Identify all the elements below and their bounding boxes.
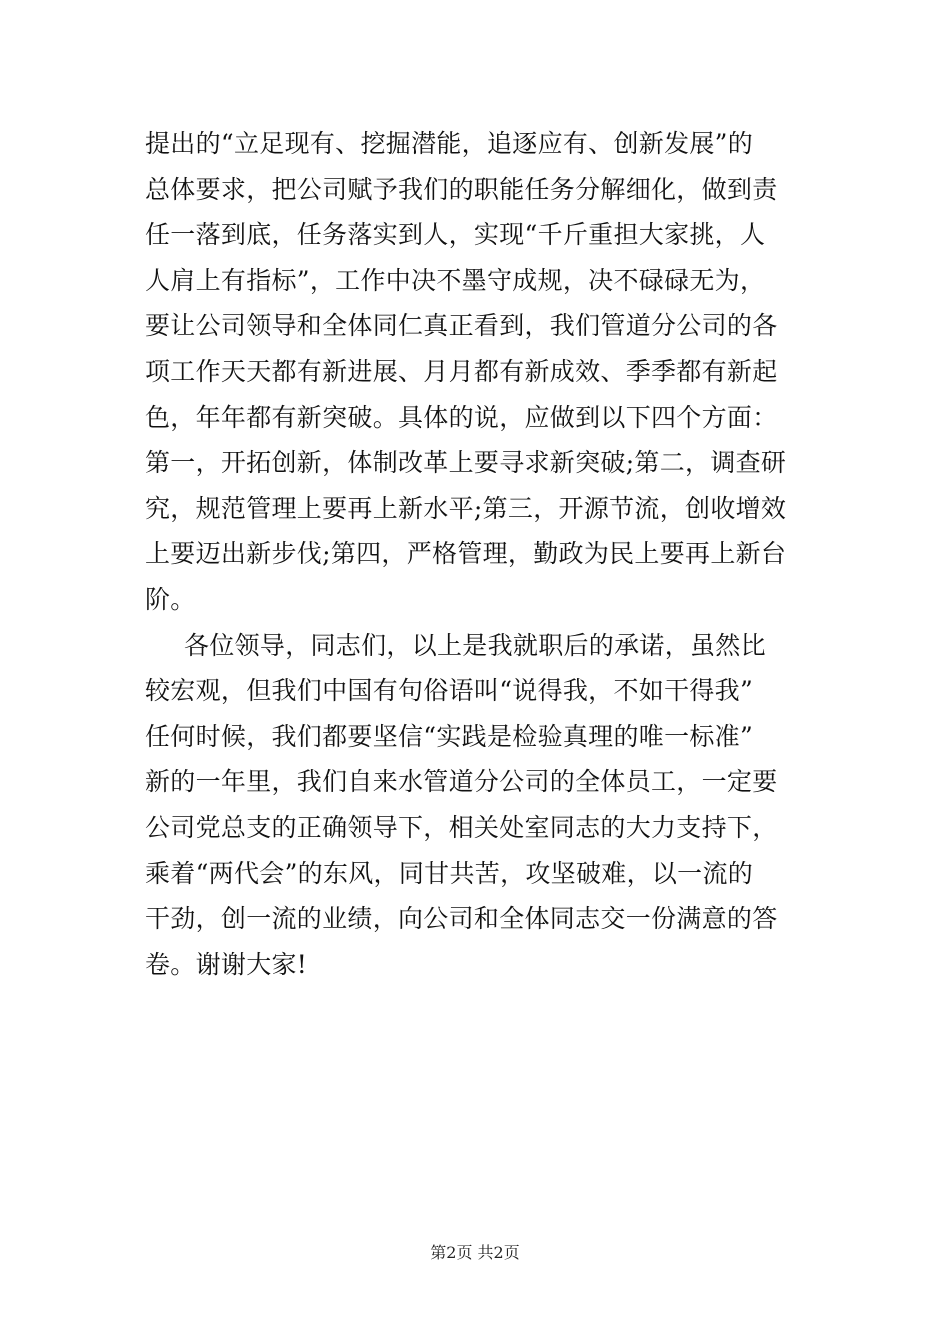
text-line: 干劲，创一流的业绩，向公司和全体同志交一份满意的答 (145, 904, 778, 934)
text-line: 究，规范管理上要再上新水平;第三，开源节流，创收增效 (145, 493, 787, 523)
text-line: 乘着“两代会”的东风，同甘共苦，攻坚破难，以一流的 (145, 858, 754, 888)
page-footer: 第2页 共2页 (430, 1243, 520, 1262)
text-line: 提出的“立足现有、挖掘潜能，追逐应有、创新发展”的 (145, 129, 754, 158)
text-line: 公司党总支的正确领导下，相关处室同志的大力支持下， (145, 812, 778, 842)
text-line: 第一，开拓创新，体制改革上要寻求新突破;第二，调查研 (145, 448, 787, 478)
text-line: 任何时候，我们都要坚信“实践是检验真理的唯一标准” (145, 721, 754, 751)
text-line: 任一落到底，任务落实到人，实现“千斤重担大家挑，人 (145, 220, 766, 250)
document-body (145, 121, 815, 987)
text-line: 上要迈出新步伐;第四，严格管理，勤政为民上要再上新台 (145, 539, 787, 569)
text-line: 较宏观，但我们中国有句俗语叫“说得我，不如干得我” (145, 676, 754, 706)
text-line: 项工作天天都有新进展、月月都有新成效、季季都有新起 (145, 356, 778, 386)
text-line: 人肩上有指标”，工作中决不墨守成规，决不碌碌无为， (145, 265, 766, 295)
text-line: 卷。谢谢大家! (145, 949, 308, 979)
text-line: 色，年年都有新突破。具体的说，应做到以下四个方面： (145, 402, 778, 432)
text-line: 各位领导，同志们，以上是我就职后的承诺，虽然比 (184, 630, 766, 660)
text-line: 总体要求，把公司赋予我们的职能任务分解细化，做到责 (145, 174, 778, 204)
text-line: 新的一年里，我们自来水管道分公司的全体员工，一定要 (145, 767, 778, 797)
text-line: 要让公司领导和全体同仁真正看到，我们管道分公司的各 (145, 311, 778, 341)
text-line: 阶。 (145, 584, 196, 614)
